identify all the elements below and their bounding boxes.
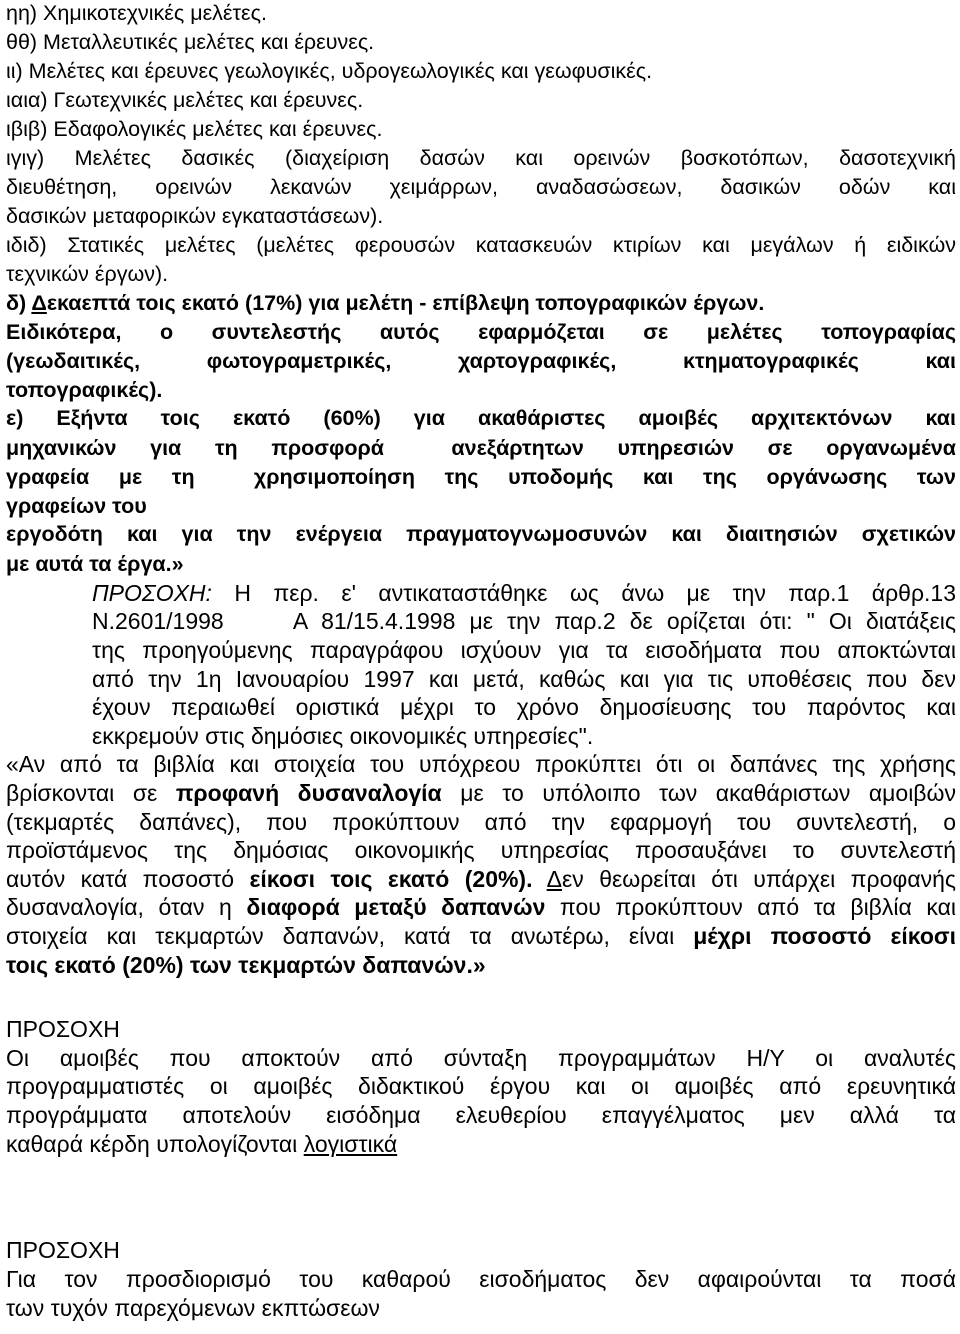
notice2-line1: Για τον προσδιορισμό του καθαρού εισοδήματος δεν αφαιρούνται τα ποσά [6, 1266, 956, 1292]
para-epsilon-line5: εργοδότη και για την ενέργεια πραγματογνωμοσυνών και διαιτησιών σχετικών [6, 522, 956, 546]
notice2-heading: ΠΡΟΣΟΧΗ [6, 1237, 120, 1263]
underlined-word: λογιστικά [303, 1131, 398, 1157]
para-epsilon-line2: μηχανικών για τη προσφορά ανεξάρτητων υπηρεσιών σε οργανωμένα [6, 436, 956, 460]
quote-para-line3: (τεκμαρτές δαπάνες), που προκύπτουν από την εφαρμογή του συντελεστή, ο [6, 809, 956, 835]
list-item-chemical: ηη) Χημικοτεχνικές μελέτες. [6, 1, 267, 25]
note-amendment-label: ΠΡΟΣΟΧΗ: [92, 580, 212, 606]
note-amendment-line4: από την 1η Ιανουαρίου 1997 και μετά, καθώς και για τις υποθέσεις που δεν [92, 666, 956, 692]
quote-para-line8: τοις εκατό (20%) των τεκμαρτών δαπανών.» [6, 952, 486, 978]
list-item-geotechnical: ιαια) Γεωτεχνικές μελέτες και έρευνες. [6, 88, 364, 112]
list-item-soil: ιβιβ) Εδαφολογικές μελέτες και έρευνες. [6, 117, 383, 141]
para-epsilon-line6: με αυτά τα έργα.» [6, 552, 184, 576]
delta-letter: Δ [546, 866, 563, 892]
para-delta-line2: Ειδικότερα, ο συντελεστής αυτός εφαρμόζεται σε μελέτες τοπογραφίας [6, 320, 956, 344]
quote-para-line2: βρίσκονται σε προφανή δυσαναλογία με το υπόλοιπο των ακαθάριστων αμοιβών [6, 780, 956, 806]
notice1-line3: προγράμματα αποτελούν εισόδημα ελευθερίου επαγγέλματος μεν αλλά τα [6, 1102, 956, 1128]
quote-para-line7: στοιχεία και τεκμαρτών δαπανών, κατά τα ανωτέρω, είναι μέχρι ποσοστό είκοσι [6, 923, 956, 949]
note-amendment-line5: έχουν περαιωθεί οριστικά μέχρι το χρόνο δημοσίευσης του παρόντος και [92, 694, 956, 720]
quote-para-line5: αυτόν κατά ποσοστό είκοσι τοις εκατό (20%). Δεν θεωρείται ότι υπάρχει προφανής [6, 866, 956, 892]
quote-para-line6: δυσαναλογία, όταν η διαφορά μεταξύ δαπανών που προκύπτουν από τα βιβλία και [6, 894, 956, 920]
para-delta-line1: δ) Δεκαεπτά τοις εκατό (17%) για μελέτη - επίβλεψη τοπογραφικών έργων. [6, 291, 765, 315]
notice1-heading: ΠΡΟΣΟΧΗ [6, 1016, 120, 1042]
notice1-line1: Οι αμοιβές που αποκτούν από σύνταξη προγραμμάτων Η/Υ οι αναλυτές [6, 1045, 956, 1071]
note-amendment-line2: Ν.2601/1998 Α 81/15.4.1998 με την παρ.2 δε ορίζεται ότι: " Οι διατάξεις [92, 608, 956, 634]
list-item-forestry-line3: δασικών μεταφορικών εγκαταστάσεων). [6, 204, 384, 228]
para-delta-line3: (γεωδαιτικές, φωτογραμετρικές, χαρτογραφικές, κτηματογραφικές και [6, 349, 956, 373]
list-item-geology: ιι) Μελέτες και έρευνες γεωλογικές, υδρογεωλογικές και γεωφυσικές. [6, 59, 653, 83]
quote-para-line1: «Αν από τα βιβλία και στοιχεία του υπόχρεου προκύπτει ότι οι δαπάνες της χρήσης [6, 751, 956, 777]
note-amendment-line3: της προηγούμενης παραγράφου ισχύουν για τα εισοδήματα που αποκτώνται [92, 637, 956, 663]
para-epsilon-line1: ε) Εξήντα τοις εκατό (60%) για ακαθάριστες αμοιβές αρχιτεκτόνων και [6, 406, 956, 430]
list-item-mining: θθ) Μεταλλευτικές μελέτες και έρευνες. [6, 30, 375, 54]
para-epsilon-line3: γραφεία με τη χρησιμοποίηση της υποδομής και της οργάνωσης των [6, 465, 956, 489]
notice1-line2: προγραμματιστές οι αμοιβές διδακτικού έργου και οι αμοιβές από ερευνητικά [6, 1073, 956, 1099]
note-amendment-line6: εκκρεμούν στις δημόσιες οικονομικές υπηρεσίες". [92, 723, 594, 749]
para-delta-line4: τοπογραφικές). [6, 378, 163, 402]
quote-para-line4: προϊστάμενος της δημόσιας οικονομικής υπηρεσίας προσαυξάνει το συντελεστή [6, 837, 956, 863]
notice1-line4: καθαρά κέρδη υπολογίζονται λογιστικά [6, 1131, 398, 1157]
list-item-forestry-line1: ιγιγ) Μελέτες δασικές (διαχείριση δασών και ορεινών βοσκοτόπων, δασοτεχνική [6, 146, 956, 170]
note-amendment-line1: ΠΡΟΣΟΧΗ: Η περ. ε' αντικαταστάθηκε ως άνω με την παρ.1 άρθρ.13 [92, 580, 956, 606]
list-item-forestry-line2: διευθέτηση, ορεινών λεκανών χειμάρρων, αναδασώσεων, δασικών οδών και [6, 175, 956, 199]
para-epsilon-line4: γραφείων του [6, 494, 147, 518]
list-item-structural-line2: τεχνικών έργων). [6, 262, 169, 286]
notice2-line2: των τυχόν παρεχόμενων εκπτώσεων [6, 1295, 380, 1321]
list-item-structural-line1: ιδιδ) Στατικές μελέτες (μελέτες φερουσών κατασκευών κτιρίων και μεγάλων ή ειδικών [6, 233, 956, 257]
delta-letter: Δ [31, 291, 47, 315]
